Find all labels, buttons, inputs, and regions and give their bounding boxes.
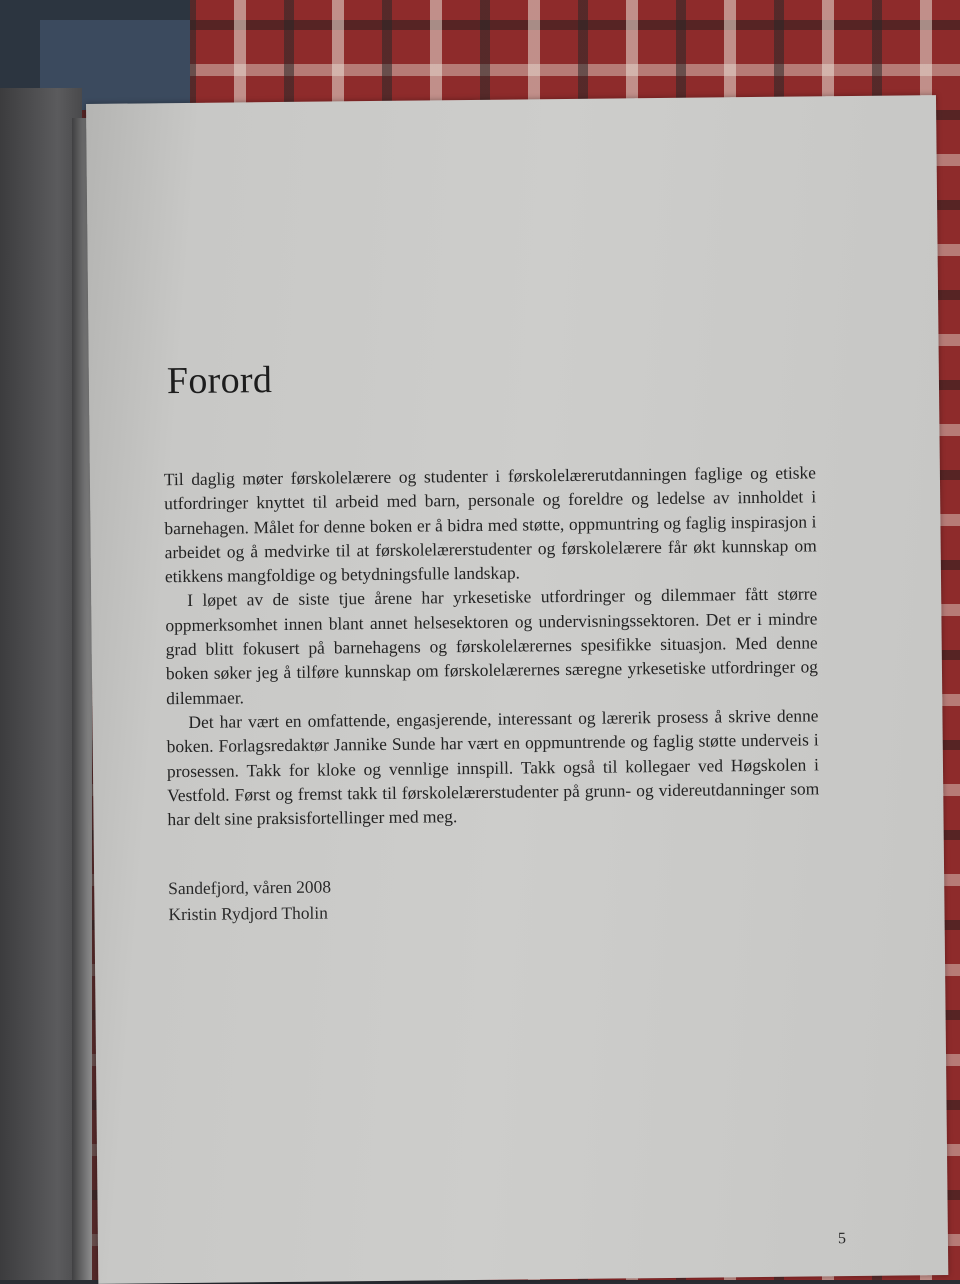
place-date: Sandefjord, våren 2008 [168, 876, 332, 899]
page-number: 5 [837, 1230, 847, 1248]
left-book-page [0, 88, 82, 1280]
author-name: Kristin Rydjord Tholin [168, 902, 328, 925]
book-page [86, 95, 948, 1284]
paragraph-1: Til daglig møter førskolelærere og studenter i førskolelærerutdanningen faglige og etiske utfordringer knyttet til arbeid med barn, personale og foreldre og ledelse av innholdet i barnehagen. Målet for denne boken er å bidra med støtte, oppmuntring og faglig inspirasjon i arbeidet og å medvirke til at førskolelærerstudenter og førskolelærere får økt kunnskap om etikkens mangfoldige og betydningsfulle landskap. [163, 462, 817, 587]
preface-body [164, 460, 820, 831]
paragraph-2: I løpet av de siste tjue årene har yrkesetiske utfordringer og dilemmaer fått større oppmerksomhet innen blant annet helsesektoren og undervisningssektoren. Det er i mindre grad blitt fokusert på barnehagens og førskolelærernes spesifikke situasjon. Med denne boken søker jeg å tilføre kunnskap om førskolelærernes særegne yrkesetiske utfordringer og dilemmaer. [165, 583, 819, 708]
paragraph-3: Det har vært en omfattende, engasjerende, interessant og lærerik prosess å skrive denne boken. Forlagsredaktør Jannike Sunde har vært en oppmuntrende og faglig støtte underveis i prosessen. Takk for kloke og vennlige innspill. Takk også til kollegaer ved Høgskolen i Vestfold. Først og fremst takk til førskolelærerstudenter på grunn- og videreutdanninger som har delt sine praksisfortellinger med meg. [166, 705, 820, 830]
signature-block [168, 873, 331, 927]
page-title: Forord [166, 359, 273, 403]
